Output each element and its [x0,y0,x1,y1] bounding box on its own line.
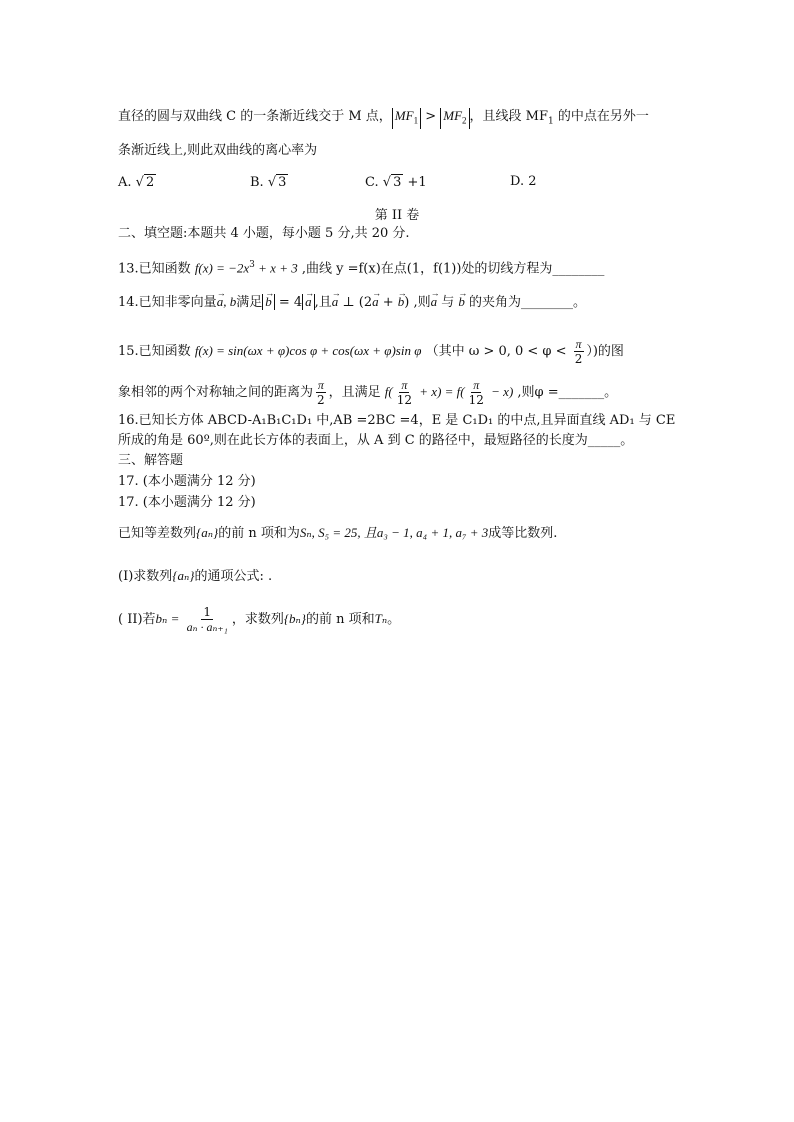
q17-title-2: 17. (本小题满分 12 分) [118,495,256,510]
abs-mf1: $MF_1$ [392,108,421,129]
q15-formula: f(x) = sin(ωx + φ)cos φ + cos(ωx + φ)sin φ [194,343,422,358]
q16-line1: 16.已知长方体 ABCD-A₁B₁C₁D₁ 中,AB =2BC =4，E 是 C₁D₁ 的中点,且异面直线 AD₁ 与 CE [118,413,676,428]
choice-d: D. 2 [510,174,537,189]
q12-text-a: 直径的圆与双曲线 C 的一条渐近线交于 M 点， [118,109,392,124]
q15-line2: 象相邻的两个对称轴之间的距离为 $\frac{\pi}{2}$ ，且满足 f( $\frac{\pi}{12}$ + x) = f( $\frac{\pi}{12}$ − x) ,则φ =_______。 [118,378,618,407]
abs-b: → b [262,294,275,310]
vector-ab: → a, b [217,293,237,311]
q17-statement: 已知等差数列{aₙ}的前 n 项和为Sₙ, S₅ = 25, 且a₃ − 1, a₄ + 1, a₇ + 3成等比数列. [118,525,558,541]
q17-part2: ( II)若bₙ = $\frac{1}{\text{aₙ · aₙ₊₁}}$ ，求数列{bₙ}的前 n 项和Tₙ。 [118,605,401,634]
choice-c: C. √ 3 +1 [365,175,427,190]
q15-line1: 15.已知函数 f(x) = sin(ωx + φ)cos φ + cos(ωx + φ)sin φ （其中 ω > 0, 0 < φ < $\frac{\pi}{2}$ ）)的图 [118,337,624,366]
abs-a: → a [302,294,315,310]
abs-mf2: $MF_2$ [440,108,469,129]
choice-a: A. √ 2 [118,175,155,190]
q14: 14.已知非零向量→ a, b满足→ b = 4→ a ,且→ a ⊥ (2→ a + → b) ,则→ a 与 → b 的夹角为________。 [118,293,586,312]
frac-bn: $\frac{1}{\text{aₙ · aₙ₊₁}}$ [186,605,228,634]
section-title: 第 II 卷 [374,208,420,223]
sqrt-symbol: √ 3 [382,175,402,190]
q12-text-b: ，且线段 MF [469,109,548,124]
fill-header: 二、填空题:本题共 4 小题，每小题 5 分,共 20 分. [118,226,410,241]
gt-sign: > [421,109,441,124]
frac-pi-2: $\frac{\pi}{2}$ [574,337,583,366]
sqrt-symbol: √ 2 [135,175,155,190]
choice-b: B. √ 3 [250,175,287,190]
q12-line2: 条渐近线上,则此双曲线的离心率为 [118,143,318,158]
sqrt-symbol: √ 3 [267,175,287,190]
q17-part1: (I)求数列{aₙ}的通项公式: . [118,568,273,584]
q12-text-c: 的中点在另外一 [553,109,649,124]
solve-header: 三、解答题 [118,453,184,468]
q17-condition: Sₙ, S₅ = 25, 且a₃ − 1, a₄ + 1, a₇ + 3 [299,525,489,540]
q13: 13.已知函数 $f(x) = -2x^3 + x + 3$ ,曲线 y =f(x)在点(1，f(1))处的切线方程为________ [118,260,605,277]
frac-pi-12: $\frac{\pi}{12}$ [396,378,413,407]
q17-title-1: 17. (本小题满分 12 分) [118,474,256,489]
q13-formula: f(x) = −2x [194,260,250,276]
q16-line2: 所成的角是 60º,则在此长方体的表面上，从 A 到 C 的路径中，最短路径的长度为_____。 [118,433,634,448]
frac-pi-2: $\frac{\pi}{2}$ [317,378,325,407]
frac-pi-12: $\frac{\pi}{12}$ [468,378,484,407]
q12-line1: 直径的圆与双曲线 C 的一条渐近线交于 M 点， $MF_1 > MF_2$ ，且线段 $MF_1$ 的中点在另外一 [118,108,649,127]
